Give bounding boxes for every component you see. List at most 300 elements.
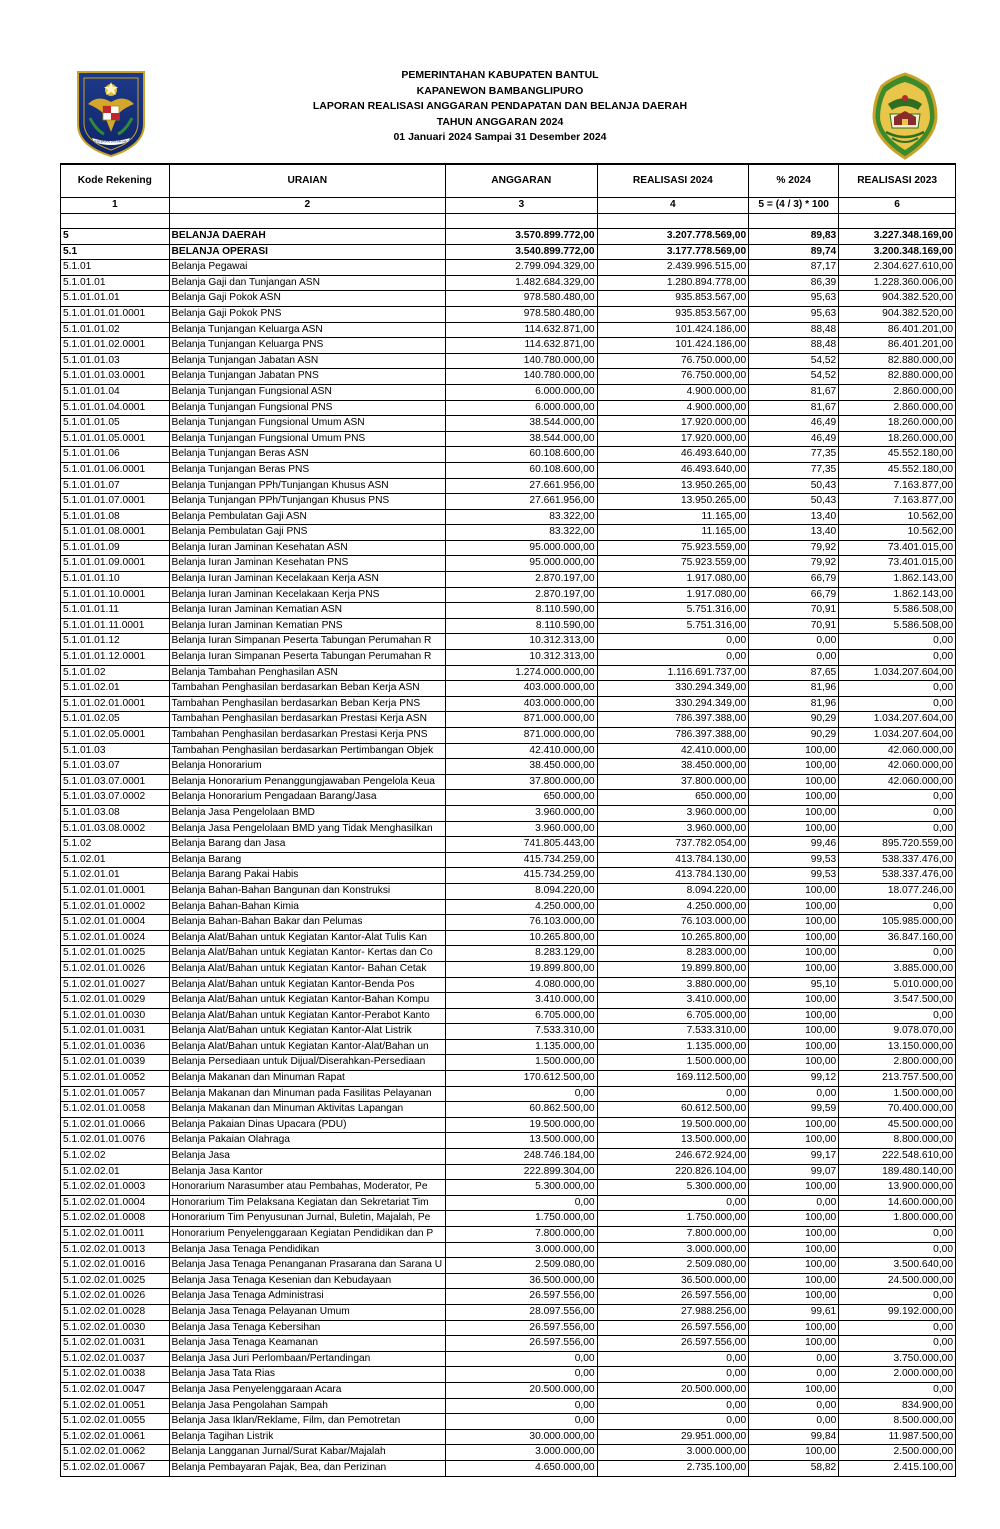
svg-text:KEMENTERIAN DALAM NEGERI: KEMENTERIAN DALAM NEGERI [88,139,134,144]
cell-percent-2024: 100,00 [749,883,839,899]
cell-realisasi-2024: 20.500.000,00 [597,1382,749,1398]
cell-realisasi-2023: 0,00 [839,1336,956,1352]
table-row [61,416,956,432]
cell-realisasi-2024: 38.450.000,00 [597,759,749,775]
cell-percent-2024: 99,07 [749,1164,839,1180]
cell-realisasi-2024: 42.410.000,00 [597,743,749,759]
cell-percent-2024: 100,00 [749,1008,839,1024]
cell-percent-2024: 100,00 [749,1336,839,1352]
cell-kode-rekening: 5.1.01.01.02.0001 [61,338,170,354]
cell-realisasi-2023: 10.562,00 [839,509,956,525]
cell-kode-rekening: 5.1.01.01.08.0001 [61,525,170,541]
cell-anggaran: 8.283.129,00 [446,946,598,962]
cell-uraian: Belanja Jasa Tenaga Kesenian dan Kebudayaan [169,1273,445,1289]
cell-realisasi-2023: 18.077.246,00 [839,883,956,899]
table-row [61,447,956,463]
cell-kode-rekening: 5.1.01.01.10.0001 [61,587,170,603]
cell-percent-2024: 99,61 [749,1304,839,1320]
cell-percent-2024: 95,10 [749,977,839,993]
cell-percent-2024: 50,43 [749,478,839,494]
table-row [61,665,956,681]
cell-kode-rekening: 5.1.02.02.01.0037 [61,1351,170,1367]
cell-percent-2024: 100,00 [749,915,839,931]
cell-anggaran: 222.899.304,00 [446,1164,598,1180]
cell-kode-rekening: 5.1.01.03.08.0002 [61,821,170,837]
cell-anggaran: 8.094.220,00 [446,883,598,899]
cell-realisasi-2024: 3.410.000,00 [597,993,749,1009]
cell-realisasi-2023: 0,00 [839,634,956,650]
cell-kode-rekening: 5.1.01.02.01.0001 [61,696,170,712]
col-anggaran: ANGGARAN [446,164,598,198]
cell-anggaran: 95.000.000,00 [446,540,598,556]
table-row [61,1382,956,1398]
cell-percent-2024: 100,00 [749,1117,839,1133]
header-line-2: KAPANEWON BAMBANGLIPURO [416,84,584,97]
cell-percent-2024: 13,40 [749,525,839,541]
cell-anggaran: 140.780.000,00 [446,353,598,369]
cell-kode-rekening: 5.1.01.01.11 [61,603,170,619]
cell-realisasi-2024: 1.500.000,00 [597,1055,749,1071]
cell-uraian: BELANJA DAERAH [169,229,445,245]
table-spacer-row [61,214,956,229]
cell-realisasi-2023: 1.034.207.604,00 [839,728,956,744]
header-line-5: 01 Januari 2024 Sampai 31 Desember 2024 [393,131,607,143]
cell-kode-rekening: 5.1.01.01.12.0001 [61,650,170,666]
cell-percent-2024: 0,00 [749,1195,839,1211]
table-row [61,509,956,525]
cell-realisasi-2023: 8.500.000,00 [839,1414,956,1430]
cell-realisasi-2024: 650.000,00 [597,790,749,806]
cell-percent-2024: 100,00 [749,1227,839,1243]
cell-uraian: Belanja Tunjangan Beras ASN [169,447,445,463]
cell-realisasi-2024: 413.784.130,00 [597,868,749,884]
cell-uraian: Belanja Pegawai [169,260,445,276]
cell-percent-2024: 50,43 [749,494,839,510]
cell-realisasi-2023: 73.401.015,00 [839,540,956,556]
cell-kode-rekening: 5.1.01.01.04.0001 [61,400,170,416]
cell-percent-2024: 46,49 [749,431,839,447]
cell-anggaran: 7.533.310,00 [446,1024,598,1040]
cell-uraian: Belanja Jasa Juri Perlombaan/Pertandingan [169,1351,445,1367]
cell-kode-rekening: 5.1.02.02.01.0030 [61,1320,170,1336]
cell-realisasi-2023: 7.163.877,00 [839,494,956,510]
cell-realisasi-2023: 3.200.348.169,00 [839,244,956,260]
cell-realisasi-2023: 36.847.160,00 [839,930,956,946]
cell-realisasi-2023: 105.985.000,00 [839,915,956,931]
cell-anggaran: 0,00 [446,1195,598,1211]
cell-percent-2024: 88,48 [749,338,839,354]
cell-uraian: Belanja Tunjangan Fungsional ASN [169,384,445,400]
table-row [61,603,956,619]
cell-percent-2024: 100,00 [749,930,839,946]
cell-uraian: Belanja Iuran Jaminan Kesehatan PNS [169,556,445,572]
cell-percent-2024: 79,92 [749,556,839,572]
table-row [61,478,956,494]
cell-anggaran: 1.135.000,00 [446,1039,598,1055]
cell-percent-2024: 100,00 [749,1445,839,1461]
cell-anggaran: 26.597.556,00 [446,1320,598,1336]
cell-realisasi-2024: 26.597.556,00 [597,1320,749,1336]
cell-kode-rekening: 5.1.02.01.01.0027 [61,977,170,993]
cell-realisasi-2024: 3.960.000,00 [597,821,749,837]
cell-uraian: Belanja Alat/Bahan untuk Kegiatan Kantor-Alat Tulis Kan [169,930,445,946]
cell-uraian: Belanja Alat/Bahan untuk Kegiatan Kantor-Alat/Bahan un [169,1039,445,1055]
cell-realisasi-2023: 0,00 [839,1227,956,1243]
cell-realisasi-2024: 220.826.104,00 [597,1164,749,1180]
cell-realisasi-2024: 8.283.000,00 [597,946,749,962]
cell-percent-2024: 79,92 [749,540,839,556]
table-row [61,743,956,759]
cell-anggaran: 0,00 [446,1086,598,1102]
col-realisasi-2024: REALISASI 2024 [597,164,749,198]
cell-uraian: Tambahan Penghasilan berdasarkan Prestasi Kerja PNS [169,728,445,744]
cell-anggaran: 8.110.590,00 [446,603,598,619]
cell-kode-rekening: 5.1.01.01.03.0001 [61,369,170,385]
cell-kode-rekening: 5.1.02.01.01.0001 [61,883,170,899]
table-row [61,1304,956,1320]
cell-realisasi-2024: 935.853.567,00 [597,306,749,322]
cell-realisasi-2023: 2.800.000,00 [839,1055,956,1071]
cell-kode-rekening: 5.1.01.01.11.0001 [61,618,170,634]
cell-realisasi-2024: 169.112.500,00 [597,1071,749,1087]
cell-uraian: Belanja Alat/Bahan untuk Kegiatan Kantor-Bahan Kompu [169,993,445,1009]
cell-anggaran: 3.960.000,00 [446,821,598,837]
cell-realisasi-2023: 18.260.000,00 [839,416,956,432]
cell-realisasi-2024: 786.397.388,00 [597,728,749,744]
cell-anggaran: 3.000.000,00 [446,1445,598,1461]
cell-percent-2024: 100,00 [749,1242,839,1258]
cell-realisasi-2024: 36.500.000,00 [597,1273,749,1289]
cell-percent-2024: 99,53 [749,852,839,868]
cell-realisasi-2024: 2.509.080,00 [597,1258,749,1274]
cell-percent-2024: 99,46 [749,837,839,853]
cell-kode-rekening: 5.1.02.01.01.0076 [61,1133,170,1149]
cell-percent-2024: 89,74 [749,244,839,260]
cell-realisasi-2023: 538.337.476,00 [839,852,956,868]
cell-percent-2024: 100,00 [749,993,839,1009]
cell-realisasi-2024: 0,00 [597,1398,749,1414]
cell-anggaran: 2.509.080,00 [446,1258,598,1274]
cell-realisasi-2023: 1.228.360.006,00 [839,275,956,291]
cell-percent-2024: 100,00 [749,1039,839,1055]
cell-realisasi-2024: 11.165,00 [597,525,749,541]
cell-kode-rekening: 5.1.02.01 [61,852,170,868]
cell-realisasi-2024: 4.250.000,00 [597,899,749,915]
table-row [61,774,956,790]
cell-uraian: Belanja Tunjangan Beras PNS [169,462,445,478]
cell-realisasi-2023: 0,00 [839,1382,956,1398]
cell-anggaran: 978.580.480,00 [446,306,598,322]
cell-kode-rekening: 5.1.02.02.01.0055 [61,1414,170,1430]
cell-realisasi-2023: 0,00 [839,805,956,821]
cell-uraian: Belanja Iuran Jaminan Kecelakaan Kerja ASN [169,572,445,588]
cell-uraian: Belanja Tunjangan PPh/Tunjangan Khusus PNS [169,494,445,510]
cell-uraian: Belanja Pembulatan Gaji ASN [169,509,445,525]
cell-uraian: Belanja Alat/Bahan untuk Kegiatan Kantor- Bahan Cetak [169,961,445,977]
cell-anggaran: 114.632.871,00 [446,338,598,354]
cell-kode-rekening: 5.1.01.03.08 [61,805,170,821]
cell-realisasi-2023: 1.862.143,00 [839,587,956,603]
table-row [61,1336,956,1352]
cell-realisasi-2023: 10.562,00 [839,525,956,541]
cell-uraian: Belanja Jasa Kantor [169,1164,445,1180]
cell-anggaran: 6.000.000,00 [446,384,598,400]
cell-anggaran: 403.000.000,00 [446,681,598,697]
col-number-4: 4 [597,198,749,214]
cell-uraian: Honorarium Penyelenggaraan Kegiatan Pendidikan dan P [169,1227,445,1243]
cell-realisasi-2024: 1.135.000,00 [597,1039,749,1055]
cell-realisasi-2023: 45.500.000,00 [839,1117,956,1133]
cell-uraian: Belanja Pembulatan Gaji PNS [169,525,445,541]
cell-anggaran: 6.705.000,00 [446,1008,598,1024]
cell-realisasi-2024: 13.950.265,00 [597,494,749,510]
cell-uraian: Belanja Honorarium Penanggungjawaban Pengelola Keua [169,774,445,790]
cell-anggaran: 20.500.000,00 [446,1382,598,1398]
table-row [61,805,956,821]
cell-realisasi-2024: 26.597.556,00 [597,1336,749,1352]
cell-anggaran: 1.750.000,00 [446,1211,598,1227]
cell-anggaran: 415.734.259,00 [446,868,598,884]
cell-percent-2024: 100,00 [749,1382,839,1398]
cell-uraian: Belanja Iuran Jaminan Kecelakaan Kerja PNS [169,587,445,603]
cell-realisasi-2024: 19.500.000,00 [597,1117,749,1133]
table-row [61,1180,956,1196]
cell-realisasi-2024: 26.597.556,00 [597,1289,749,1305]
cell-realisasi-2024: 737.782.054,00 [597,837,749,853]
cell-realisasi-2024: 3.000.000,00 [597,1242,749,1258]
col-realisasi-2023: REALISASI 2023 [839,164,956,198]
cell-uraian: Belanja Iuran Jaminan Kesehatan ASN [169,540,445,556]
cell-kode-rekening: 5.1.01.01.09.0001 [61,556,170,572]
cell-anggaran: 38.544.000,00 [446,431,598,447]
table-row [61,1117,956,1133]
cell-realisasi-2023: 99.192.000,00 [839,1304,956,1320]
cell-realisasi-2023: 189.480.140,00 [839,1164,956,1180]
table-row [61,260,956,276]
cell-realisasi-2024: 17.920.000,00 [597,416,749,432]
table-row [61,572,956,588]
cell-realisasi-2024: 786.397.388,00 [597,712,749,728]
cell-uraian: Tambahan Penghasilan berdasarkan Pertimbangan Objek [169,743,445,759]
cell-anggaran: 95.000.000,00 [446,556,598,572]
cell-realisasi-2023: 42.060.000,00 [839,774,956,790]
cell-anggaran: 30.000.000,00 [446,1429,598,1445]
cell-anggaran: 4.080.000,00 [446,977,598,993]
cell-anggaran: 403.000.000,00 [446,696,598,712]
cell-percent-2024: 100,00 [749,961,839,977]
cell-anggaran: 871.000.000,00 [446,712,598,728]
cell-percent-2024: 77,35 [749,447,839,463]
cell-uraian: Belanja Iuran Simpanan Peserta Tabungan Perumahan R [169,650,445,666]
table-row [61,618,956,634]
cell-kode-rekening: 5.1.02.02.01.0038 [61,1367,170,1383]
cell-kode-rekening: 5.1.02.02.01.0025 [61,1273,170,1289]
cell-realisasi-2023: 0,00 [839,790,956,806]
cell-percent-2024: 95,63 [749,306,839,322]
cell-kode-rekening: 5 [61,229,170,245]
cell-realisasi-2023: 222.548.610,00 [839,1149,956,1165]
cell-realisasi-2023: 3.885.000,00 [839,961,956,977]
cell-percent-2024: 99,59 [749,1102,839,1118]
cell-percent-2024: 0,00 [749,1351,839,1367]
cell-anggaran: 114.632.871,00 [446,322,598,338]
bantul-regency-emblem-icon [868,70,942,162]
cell-anggaran: 3.570.899.772,00 [446,229,598,245]
cell-uraian: Belanja Jasa Tenaga Pelayanan Umum [169,1304,445,1320]
cell-realisasi-2024: 3.207.778.569,00 [597,229,749,245]
cell-kode-rekening: 5.1.02.02.01.0016 [61,1258,170,1274]
table-row [61,540,956,556]
cell-realisasi-2024: 76.103.000,00 [597,915,749,931]
cell-kode-rekening: 5.1.02.02.01.0062 [61,1445,170,1461]
table-row [61,400,956,416]
table-row [61,1351,956,1367]
cell-kode-rekening: 5.1.01.02.01 [61,681,170,697]
cell-realisasi-2023: 42.060.000,00 [839,759,956,775]
cell-realisasi-2024: 2.439.996.515,00 [597,260,749,276]
cell-percent-2024: 70,91 [749,603,839,619]
cell-realisasi-2023: 24.500.000,00 [839,1273,956,1289]
cell-anggaran: 60.108.600,00 [446,462,598,478]
cell-percent-2024: 100,00 [749,1024,839,1040]
table-row [61,1055,956,1071]
table-row [61,961,956,977]
cell-uraian: Belanja Honorarium [169,759,445,775]
cell-uraian: Belanja Bahan-Bahan Kimia [169,899,445,915]
cell-uraian: Belanja Tunjangan PPh/Tunjangan Khusus ASN [169,478,445,494]
cell-kode-rekening: 5.1.01.01.01.0001 [61,306,170,322]
table-row [61,977,956,993]
cell-realisasi-2023: 1.800.000,00 [839,1211,956,1227]
table-row [61,1039,956,1055]
cell-percent-2024: 54,52 [749,369,839,385]
cell-kode-rekening: 5.1.02.02.01.0028 [61,1304,170,1320]
cell-uraian: Belanja Pakaian Olahraga [169,1133,445,1149]
cell-anggaran: 42.410.000,00 [446,743,598,759]
cell-uraian: Tambahan Penghasilan berdasarkan Beban Kerja ASN [169,681,445,697]
cell-anggaran: 1.274.000.000,00 [446,665,598,681]
cell-kode-rekening: 5.1.01.01.05 [61,416,170,432]
cell-realisasi-2023: 82.880.000,00 [839,353,956,369]
cell-uraian: Belanja Jasa Iklan/Reklame, Film, dan Pemotretan [169,1414,445,1430]
cell-uraian: Belanja Alat/Bahan untuk Kegiatan Kantor-Perabot Kanto [169,1008,445,1024]
cell-realisasi-2024: 5.751.316,00 [597,603,749,619]
cell-percent-2024: 100,00 [749,743,839,759]
cell-uraian: Belanja Tunjangan Keluarga PNS [169,338,445,354]
cell-percent-2024: 0,00 [749,650,839,666]
cell-realisasi-2023: 7.163.877,00 [839,478,956,494]
cell-anggaran: 248.746.184,00 [446,1149,598,1165]
cell-uraian: Belanja Tunjangan Fungsional Umum PNS [169,431,445,447]
cell-uraian: Belanja Barang [169,852,445,868]
cell-anggaran: 978.580.480,00 [446,291,598,307]
cell-realisasi-2024: 101.424.186,00 [597,338,749,354]
cell-kode-rekening: 5.1.02.02.01.0026 [61,1289,170,1305]
table-row [61,837,956,853]
table-row [61,1242,956,1258]
cell-realisasi-2023: 1.862.143,00 [839,572,956,588]
cell-anggaran: 0,00 [446,1414,598,1430]
cell-uraian: Belanja Tunjangan Keluarga ASN [169,322,445,338]
table-row [61,291,956,307]
cell-percent-2024: 100,00 [749,1273,839,1289]
table-row [61,868,956,884]
cell-anggaran: 650.000,00 [446,790,598,806]
cell-realisasi-2023: 5.586.508,00 [839,603,956,619]
cell-percent-2024: 0,00 [749,634,839,650]
cell-kode-rekening: 5.1.01.01.09 [61,540,170,556]
cell-uraian: Belanja Jasa Tenaga Administrasi [169,1289,445,1305]
cell-realisasi-2024: 76.750.000,00 [597,353,749,369]
cell-realisasi-2023: 0,00 [839,946,956,962]
table-row [61,946,956,962]
table-row [61,1414,956,1430]
cell-kode-rekening: 5.1.01.01.01 [61,291,170,307]
cell-anggaran: 26.597.556,00 [446,1336,598,1352]
cell-kode-rekening: 5.1.02.02.01.0011 [61,1227,170,1243]
cell-realisasi-2024: 13.950.265,00 [597,478,749,494]
cell-realisasi-2023: 70.400.000,00 [839,1102,956,1118]
col-number-1: 1 [61,198,170,214]
cell-kode-rekening: 5.1.02.01.01.0029 [61,993,170,1009]
cell-anggaran: 3.960.000,00 [446,805,598,821]
table-row [61,1367,956,1383]
cell-uraian: Honorarium Tim Penyusunan Jurnal, Buletin, Majalah, Pe [169,1211,445,1227]
table-row [61,1102,956,1118]
cell-anggaran: 83.322,00 [446,509,598,525]
cell-realisasi-2024: 10.265.800,00 [597,930,749,946]
cell-anggaran: 1.482.684.329,00 [446,275,598,291]
cell-percent-2024: 99,12 [749,1071,839,1087]
cell-kode-rekening: 5.1.01.01.06.0001 [61,462,170,478]
cell-percent-2024: 99,53 [749,868,839,884]
cell-realisasi-2023: 14.600.000,00 [839,1195,956,1211]
cell-realisasi-2023: 42.060.000,00 [839,743,956,759]
cell-realisasi-2024: 8.094.220,00 [597,883,749,899]
table-row [61,1024,956,1040]
table-row [61,821,956,837]
cell-realisasi-2023: 2.000.000,00 [839,1367,956,1383]
cell-percent-2024: 81,96 [749,696,839,712]
cell-percent-2024: 90,29 [749,712,839,728]
cell-kode-rekening: 5.1.01.01.04 [61,384,170,400]
cell-anggaran: 2.870.197,00 [446,572,598,588]
cell-percent-2024: 66,79 [749,587,839,603]
cell-uraian: Tambahan Penghasilan berdasarkan Beban Kerja PNS [169,696,445,712]
cell-realisasi-2023: 86.401.201,00 [839,322,956,338]
cell-percent-2024: 100,00 [749,774,839,790]
cell-realisasi-2023: 213.757.500,00 [839,1071,956,1087]
cell-kode-rekening: 5.1.02.02.01.0067 [61,1460,170,1476]
cell-percent-2024: 87,65 [749,665,839,681]
table-row [61,1460,956,1476]
cell-anggaran: 7.800.000,00 [446,1227,598,1243]
cell-anggaran: 0,00 [446,1367,598,1383]
cell-uraian: Belanja Iuran Simpanan Peserta Tabungan Perumahan R [169,634,445,650]
cell-realisasi-2024: 3.960.000,00 [597,805,749,821]
cell-percent-2024: 100,00 [749,1289,839,1305]
cell-realisasi-2023: 3.547.500,00 [839,993,956,1009]
table-row [61,369,956,385]
cell-realisasi-2023: 2.500.000,00 [839,1445,956,1461]
cell-uraian: Belanja Iuran Jaminan Kematian ASN [169,603,445,619]
cell-kode-rekening: 5.1.02.02.01.0013 [61,1242,170,1258]
cell-kode-rekening: 5.1.01.02.05.0001 [61,728,170,744]
cell-realisasi-2024: 0,00 [597,650,749,666]
cell-kode-rekening: 5.1.01.02.05 [61,712,170,728]
cell-realisasi-2024: 0,00 [597,1414,749,1430]
cell-anggaran: 3.540.899.772,00 [446,244,598,260]
